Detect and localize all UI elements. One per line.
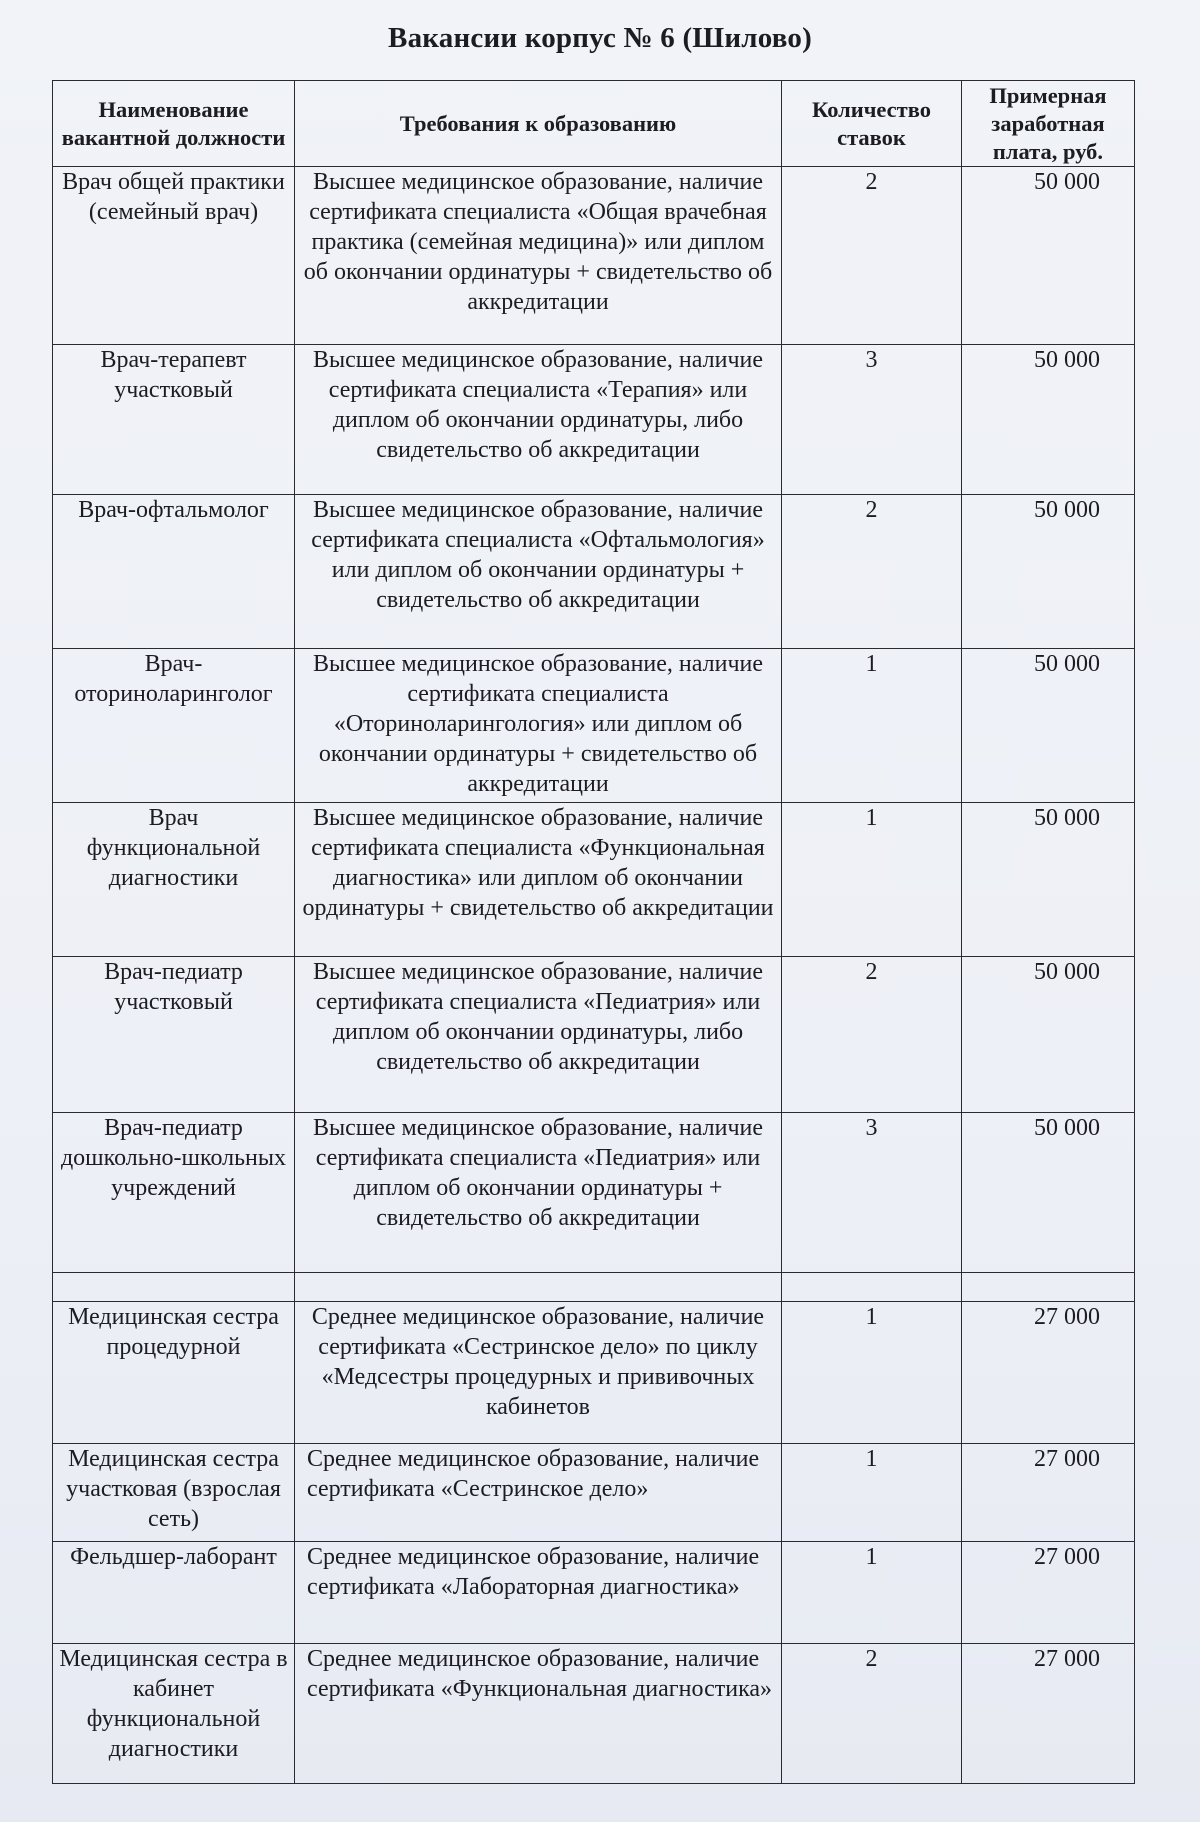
salary-cell: 50 000 [962, 803, 1135, 957]
position-cell: Фельдшер-лаборант [53, 1542, 295, 1644]
position-cell: Врач-офтальмолог [53, 495, 295, 649]
table-row [53, 1644, 1135, 1784]
requirements-cell: Высшее медицинское образование, наличие сертификата специалиста «Общая врачебная практика (семейная медицина)» или диплом об окончании ординатуры + свидетельство об аккредитации [295, 167, 782, 345]
table-row [53, 649, 1135, 803]
requirements-cell: Среднее медицинское образование, наличие сертификата «Сестринское дело» [295, 1444, 782, 1542]
table-row [53, 1113, 1135, 1273]
header-position: Наименование вакантной должности [53, 81, 295, 167]
position-cell: Врач-оториноларинголог [53, 649, 295, 803]
salary-cell: 27 000 [962, 1644, 1135, 1784]
salary-cell: 50 000 [962, 649, 1135, 803]
table-row [53, 803, 1135, 957]
requirements-cell: Среднее медицинское образование, наличие сертификата «Функциональная диагностика» [295, 1644, 782, 1784]
count-cell: 2 [782, 167, 962, 345]
position-cell: Врач общей практики (семейный врач) [53, 167, 295, 345]
salary-cell: 50 000 [962, 345, 1135, 495]
table-row [53, 345, 1135, 495]
table-header-row [53, 81, 1135, 167]
header-salary: Примерная заработная плата, руб. [962, 81, 1135, 167]
table-row [53, 1444, 1135, 1542]
requirements-cell: Высшее медицинское образование, наличие сертификата специалиста «Оториноларингология» или диплом об окончании ординатуры + свидетельство об аккредитации [295, 649, 782, 803]
requirements-cell: Среднее медицинское образование, наличие сертификата «Сестринское дело» по циклу «Медсестры процедурных и прививочных кабинетов [295, 1302, 782, 1444]
salary-cell: 27 000 [962, 1444, 1135, 1542]
table-row [53, 495, 1135, 649]
position-cell: Врач-терапевт участковый [53, 345, 295, 495]
count-cell: 1 [782, 803, 962, 957]
salary-cell: 50 000 [962, 495, 1135, 649]
document-title: Вакансии корпус № 6 (Шилово) [388, 22, 812, 54]
requirements-cell: Высшее медицинское образование, наличие сертификата специалиста «Педиатрия» или диплом об окончании ординатуры, либо свидетельство об аккредитации [295, 957, 782, 1113]
count-cell: 2 [782, 495, 962, 649]
count-cell: 1 [782, 1444, 962, 1542]
salary-cell: 50 000 [962, 957, 1135, 1113]
salary-cell: 27 000 [962, 1302, 1135, 1444]
count-cell: 1 [782, 1302, 962, 1444]
requirements-cell: Высшее медицинское образование, наличие сертификата специалиста «Терапия» или диплом об окончании ординатуры, либо свидетельство об аккредитации [295, 345, 782, 495]
salary-cell: 27 000 [962, 1542, 1135, 1644]
count-cell: 3 [782, 1113, 962, 1273]
requirements-cell: Высшее медицинское образование, наличие сертификата специалиста «Функциональная диагностика» или диплом об окончании ординатуры + свидетельство об аккредитации [295, 803, 782, 957]
header-count: Количество ставок [782, 81, 962, 167]
table-row [53, 167, 1135, 345]
table-row [53, 957, 1135, 1113]
table-row [53, 1302, 1135, 1444]
position-cell: Врач-педиатр участковый [53, 957, 295, 1113]
salary-cell: 50 000 [962, 1113, 1135, 1273]
vacancies-table [52, 80, 1135, 1784]
count-cell: 2 [782, 957, 962, 1113]
requirements-cell: Высшее медицинское образование, наличие сертификата специалиста «Педиатрия» или диплом об окончании ординатуры + свидетельство об аккредитации [295, 1113, 782, 1273]
count-cell: 2 [782, 1644, 962, 1784]
position-cell: Медицинская сестра участковая (взрослая сеть) [53, 1444, 295, 1542]
count-cell: 1 [782, 1542, 962, 1644]
count-cell: 3 [782, 345, 962, 495]
salary-cell: 50 000 [962, 167, 1135, 345]
empty-row [53, 1273, 1135, 1302]
requirements-cell: Высшее медицинское образование, наличие сертификата специалиста «Офтальмология» или диплом об окончании ординатуры + свидетельство об аккредитации [295, 495, 782, 649]
position-cell: Врач-педиатр дошкольно-школьных учреждений [53, 1113, 295, 1273]
table-row [53, 1542, 1135, 1644]
header-requirements: Требования к образованию [295, 81, 782, 167]
requirements-cell: Среднее медицинское образование, наличие сертификата «Лабораторная диагностика» [295, 1542, 782, 1644]
position-cell: Врач функциональной диагностики [53, 803, 295, 957]
position-cell: Медицинская сестра в кабинет функциональной диагностики [53, 1644, 295, 1784]
count-cell: 1 [782, 649, 962, 803]
position-cell: Медицинская сестра процедурной [53, 1302, 295, 1444]
